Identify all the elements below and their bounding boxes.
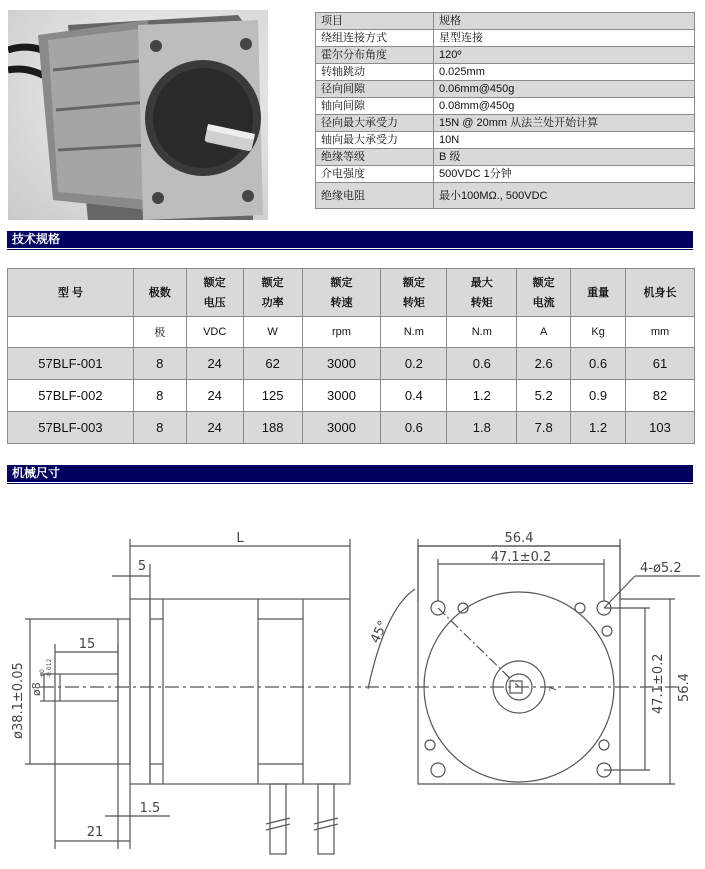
table-cell: 1.2	[447, 380, 517, 412]
spec-key: 绝缘等级	[316, 149, 434, 166]
spec-table	[315, 12, 695, 209]
table-cell: 61	[626, 348, 695, 380]
dim-1-5: 1.5	[139, 801, 161, 816]
spec-row	[316, 64, 695, 81]
spec-value: 120º	[434, 47, 695, 64]
unit-cell	[8, 317, 134, 348]
spec-row	[316, 166, 695, 183]
table-cell: 3000	[302, 380, 381, 412]
table-cell: 8	[133, 380, 186, 412]
spec-value: 星型连接	[434, 30, 695, 47]
table-cell: 0.6	[447, 348, 517, 380]
table-cell: 0.6	[381, 412, 447, 444]
spec-key: 径向最大承受力	[316, 115, 434, 132]
table-cell: 62	[243, 348, 302, 380]
spec-value: 10N	[434, 132, 695, 149]
table-cell: 24	[186, 348, 243, 380]
table-cell: 1.2	[571, 412, 626, 444]
spec-row	[316, 13, 695, 30]
table-row	[8, 412, 695, 444]
dim-angle-45: 45°	[368, 618, 392, 646]
table-cell: 0.2	[381, 348, 447, 380]
unit-cell: Kg	[571, 317, 626, 348]
spec-value: 0.08mm@450g	[434, 98, 695, 115]
spec-key: 径向间隙	[316, 81, 434, 98]
table-cell: 57BLF-002	[8, 380, 134, 412]
spec-key: 绕组连接方式	[316, 30, 434, 47]
spec-value: 0.06mm@450g	[434, 81, 695, 98]
spec-key: 绝缘电阻	[316, 183, 434, 209]
spec-row	[316, 98, 695, 115]
table-cell: 7.8	[517, 412, 571, 444]
dim-key-7: 7	[549, 686, 559, 692]
table-cell: 0.6	[571, 348, 626, 380]
header-rated-voltage: 额定 电压	[186, 269, 243, 317]
table-cell: 3000	[302, 412, 381, 444]
unit-cell: mm	[626, 317, 695, 348]
dim-diameter-38: ø38.1±0.05	[11, 662, 26, 739]
table-cell: 125	[243, 380, 302, 412]
table-cell: 8	[133, 412, 186, 444]
dim-tol-8-upper: +0	[39, 669, 46, 678]
mechanical-drawing	[0, 484, 705, 869]
flange-outline	[130, 599, 150, 784]
spec-key: 介电强度	[316, 166, 434, 183]
motor-body-outline	[150, 599, 350, 784]
dim-47-1: 47.1±0.2	[490, 550, 552, 565]
spec-row	[316, 30, 695, 47]
spec-row	[316, 115, 695, 132]
spec-row	[316, 47, 695, 64]
dim-L: L	[236, 531, 244, 546]
unit-cell: VDC	[186, 317, 243, 348]
dim-tol-8-lower: -0.012	[46, 658, 53, 678]
table-cell: 0.4	[381, 380, 447, 412]
spec-row	[316, 132, 695, 149]
unit-cell: W	[243, 317, 302, 348]
section-title-mechanical: 机械尺寸	[7, 465, 693, 482]
unit-cell: N.m	[447, 317, 517, 348]
units-row	[8, 317, 695, 348]
spec-key: 轴向最大承受力	[316, 132, 434, 149]
spec-key: 转轴跳动	[316, 64, 434, 81]
table-cell: 24	[186, 380, 243, 412]
table-cell: 5.2	[517, 380, 571, 412]
table-cell: 1.8	[447, 412, 517, 444]
table-cell: 2.6	[517, 348, 571, 380]
unit-cell: A	[517, 317, 571, 348]
table-cell: 188	[243, 412, 302, 444]
unit-cell: 极	[133, 317, 186, 348]
spec-value: B 级	[434, 149, 695, 166]
table-cell: 24	[186, 412, 243, 444]
dim-holes: 4-ø5.2	[640, 561, 682, 576]
unit-cell: rpm	[302, 317, 381, 348]
spec-key: 项目	[316, 13, 434, 30]
header-weight: 重量	[571, 269, 626, 317]
spec-value: 15N @ 20mm 从法兰处开始计算	[434, 115, 695, 132]
spec-key: 轴向间隙	[316, 98, 434, 115]
unit-cell: N.m	[381, 317, 447, 348]
spec-row	[316, 183, 695, 209]
dim-56-4: 56.4	[504, 531, 534, 546]
header-body-length: 机身长	[626, 269, 695, 317]
table-cell: 8	[133, 348, 186, 380]
table-cell: 57BLF-001	[8, 348, 134, 380]
dim-21: 21	[86, 825, 104, 840]
spec-value: 规格	[434, 13, 695, 30]
performance-header-row	[8, 269, 695, 317]
table-row	[8, 348, 695, 380]
motor-photo	[8, 10, 268, 220]
spec-value: 500VDC 1分钟	[434, 166, 695, 183]
header-model: 型 号	[8, 269, 134, 317]
table-cell: 3000	[302, 348, 381, 380]
table-cell: 82	[626, 380, 695, 412]
header-rated-torque: 额定 转矩	[381, 269, 447, 317]
dim-diameter-8: ø8	[30, 682, 43, 696]
table-cell: 103	[626, 412, 695, 444]
table-cell: 57BLF-003	[8, 412, 134, 444]
spec-value: 0.025mm	[434, 64, 695, 81]
spec-row	[316, 149, 695, 166]
header-poles: 极数	[133, 269, 186, 317]
front-flange-outline	[418, 546, 620, 784]
table-cell: 0.9	[571, 380, 626, 412]
spec-value: 最小100MΩ., 500VDC	[434, 183, 695, 209]
dim-56-4-vertical: 56.4	[677, 673, 692, 702]
section-title-tech-spec: 技术规格	[7, 231, 693, 248]
dim-15: 15	[78, 637, 96, 652]
motor-illustration	[8, 10, 268, 220]
spec-row	[316, 81, 695, 98]
table-row	[8, 380, 695, 412]
header-rated-power: 额定 功率	[243, 269, 302, 317]
dim-47-1-vertical: 47.1±0.2	[651, 653, 666, 714]
dim-5: 5	[137, 559, 147, 574]
header-rated-speed: 额定 转速	[302, 269, 381, 317]
performance-table	[7, 268, 695, 444]
spec-key: 霍尔分布角度	[316, 47, 434, 64]
header-rated-current: 额定 电流	[517, 269, 571, 317]
header-max-torque: 最大 转矩	[447, 269, 517, 317]
